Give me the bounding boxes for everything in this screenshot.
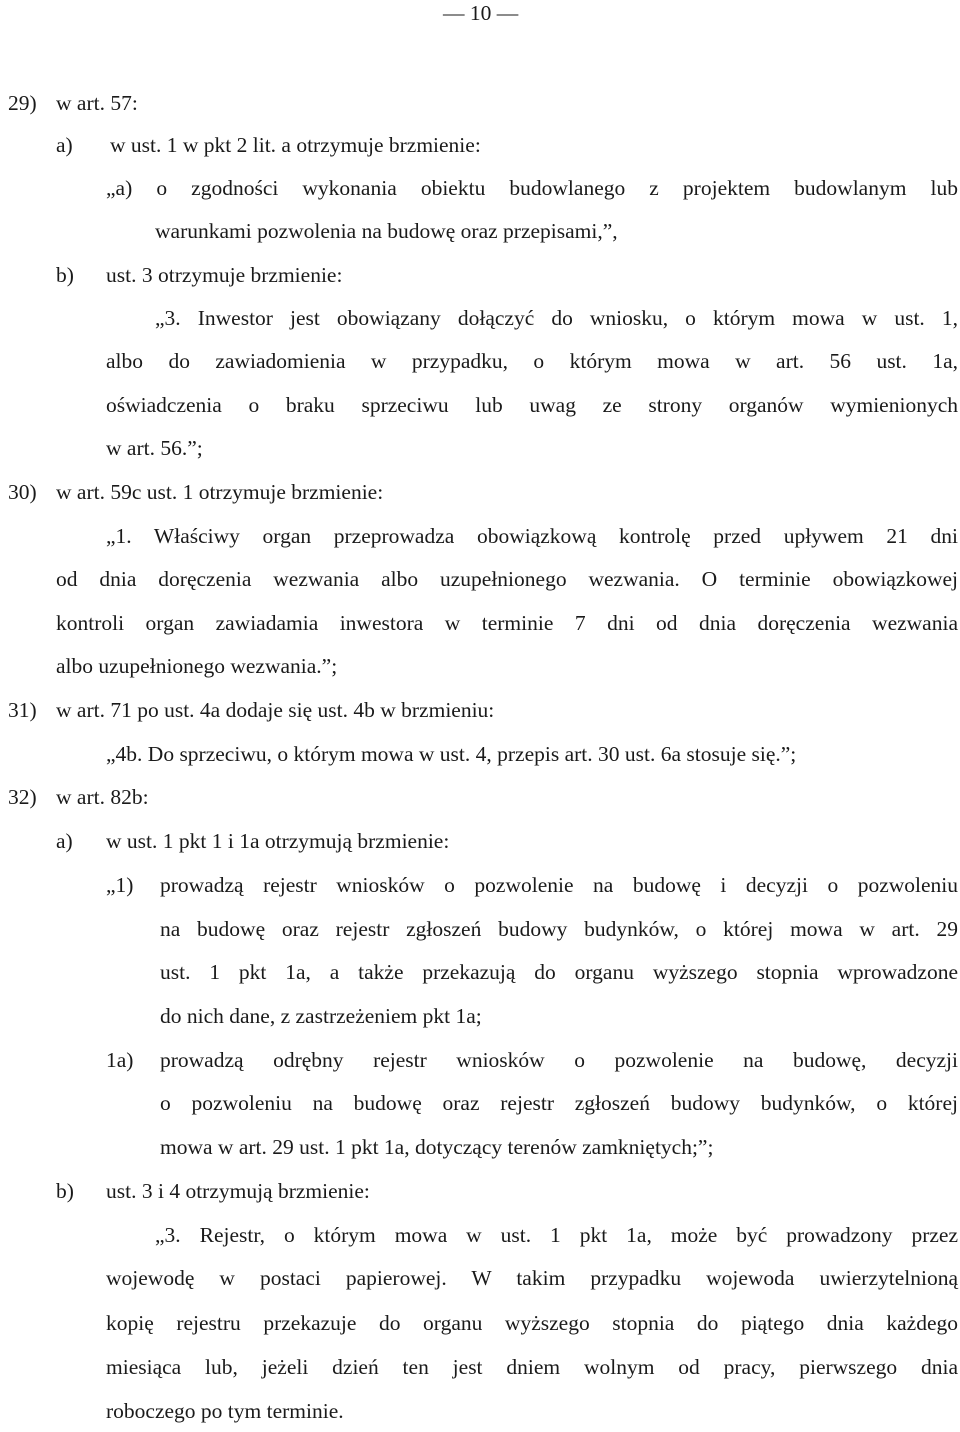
item-32-b-quote-line-5: roboczego po tym terminie. <box>106 1399 344 1423</box>
item-31-heading: w art. 71 po ust. 4a dodaje się ust. 4b w brzmieniu: <box>56 698 495 722</box>
item-32-a-point-1a-line-2: o pozwoleniu na budowę oraz rejestr zgłoszeń budowy budynków, o której <box>160 1091 958 1115</box>
item-32-a-point-1a-line-1: prowadzą odrębny rejestr wniosków o pozwolenie na budowę, decyzji <box>160 1048 958 1072</box>
item-32-a-point-1-label: „1) <box>106 873 134 897</box>
item-30-quote-line-3: kontroli organ zawiadamia inwestora w terminie 7 dni od dnia doręczenia wezwania <box>56 611 958 635</box>
item-29-a-label: a) <box>56 133 73 157</box>
item-30-quote-line-1: „1. Właściwy organ przeprowadza obowiązkową kontrolę przed upływem 21 dni <box>106 524 958 548</box>
item-32-a-point-1a-line-3: mowa w art. 29 ust. 1 pkt 1a, dotyczący terenów zamkniętych;”; <box>160 1135 714 1159</box>
item-32-a-point-1-line-3: ust. 1 pkt 1a, a także przekazują do organu wyższego stopnia wprowadzone <box>160 960 958 984</box>
item-30-number: 30) <box>8 480 37 504</box>
item-32-number: 32) <box>8 785 37 809</box>
item-29-number: 29) <box>8 91 37 115</box>
item-32-b-quote-line-3: kopię rejestru przekazuje do organu wyższego stopnia do piątego dnia każdego <box>106 1311 958 1335</box>
item-29-b-quote-line-2: albo do zawiadomienia w przypadku, o którym mowa w art. 56 ust. 1a, <box>106 349 958 373</box>
item-29-heading: w art. 57: <box>56 91 138 115</box>
item-32-a-point-1-line-2: na budowę oraz rejestr zgłoszeń budowy budynków, o której mowa w art. 29 <box>160 917 958 941</box>
item-31-quote-line-1: „4b. Do sprzeciwu, o którym mowa w ust. 4, przepis art. 30 ust. 6a stosuje się.”; <box>106 742 797 766</box>
item-32-a-heading: w ust. 1 pkt 1 i 1a otrzymują brzmienie: <box>106 829 450 853</box>
item-32-b-quote-line-2: wojewodę w postaci papierowej. W takim przypadku wojewoda uwierzytelnioną <box>106 1266 958 1290</box>
item-30-quote-line-2: od dnia doręczenia wezwania albo uzupełnionego wezwania. O terminie obowiązkowej <box>56 567 958 591</box>
item-29-b-quote-line-1: „3. Inwestor jest obowiązany dołączyć do wniosku, o którym mowa w ust. 1, <box>155 306 958 330</box>
item-32-heading: w art. 82b: <box>56 785 149 809</box>
page-number: — 10 — <box>443 1 519 25</box>
item-29-a-quote-line-1: „a) o zgodności wykonania obiektu budowlanego z projektem budowlanym lub <box>106 176 958 200</box>
item-32-a-point-1a-label: 1a) <box>106 1048 134 1072</box>
item-29-b-label: b) <box>56 263 74 287</box>
item-32-b-quote-line-4: miesiąca lub, jeżeli dzień ten jest dniem wolnym od pracy, pierwszego dnia <box>106 1355 958 1379</box>
item-29-b-heading: ust. 3 otrzymuje brzmienie: <box>106 263 343 287</box>
item-32-a-label: a) <box>56 829 73 853</box>
item-29-b-quote-line-3: oświadczenia o braku sprzeciwu lub uwag ze strony organów wymienionych <box>106 393 958 417</box>
item-32-b-label: b) <box>56 1179 74 1203</box>
item-29-b-quote-line-4: w art. 56.”; <box>106 436 203 460</box>
item-32-b-quote-line-1: „3. Rejestr, o którym mowa w ust. 1 pkt 1a, może być prowadzony przez <box>155 1223 958 1247</box>
item-29-a-quote-line-2: warunkami pozwolenia na budowę oraz przepisami,”, <box>155 219 618 243</box>
item-31-number: 31) <box>8 698 37 722</box>
item-32-b-heading: ust. 3 i 4 otrzymują brzmienie: <box>106 1179 370 1203</box>
item-32-a-point-1-line-4: do nich dane, z zastrzeżeniem pkt 1a; <box>160 1004 482 1028</box>
item-30-quote-line-4: albo uzupełnionego wezwania.”; <box>56 654 338 678</box>
item-30-heading: w art. 59c ust. 1 otrzymuje brzmienie: <box>56 480 384 504</box>
item-32-a-point-1-line-1: prowadzą rejestr wniosków o pozwolenie na budowę i decyzji o pozwoleniu <box>160 873 958 897</box>
item-29-a-heading: w ust. 1 w pkt 2 lit. a otrzymuje brzmienie: <box>110 133 481 157</box>
